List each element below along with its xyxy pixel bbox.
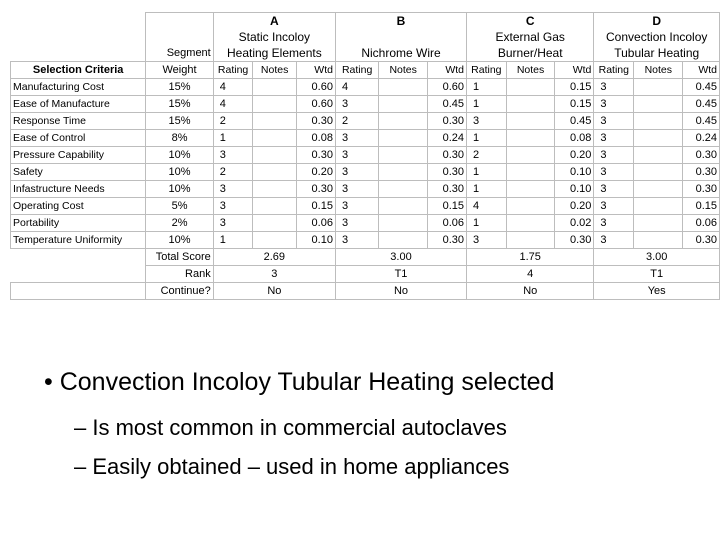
b-wtd-cell: 0.45 [428, 96, 467, 113]
b-notes-header: Notes [379, 62, 428, 79]
b-rating-cell: 3 [335, 147, 378, 164]
a-notes-cell [253, 113, 296, 130]
option-a-letter: A [213, 13, 335, 30]
option-letter-row [11, 13, 720, 30]
a-rating-cell: 3 [213, 147, 253, 164]
d-rating-cell: 3 [594, 113, 634, 130]
d-wtd-cell: 0.30 [683, 181, 720, 198]
a-rating-header: Rating [213, 62, 253, 79]
b-wtd-cell: 0.30 [428, 181, 467, 198]
d-wtd-cell: 0.30 [683, 232, 720, 249]
b-notes-cell [379, 147, 428, 164]
c-wtd-cell: 0.15 [555, 79, 594, 96]
b-rating-cell: 3 [335, 232, 378, 249]
a-rating-cell: 4 [213, 79, 253, 96]
d-notes-cell [634, 130, 683, 147]
d-notes-cell [634, 215, 683, 232]
option-a-name-line1: Static Incoloy [213, 29, 335, 45]
weight-cell: 10% [146, 181, 213, 198]
b-rating-cell: 3 [335, 215, 378, 232]
option-a-rank: 3 [213, 266, 335, 283]
c-wtd-cell: 0.10 [555, 181, 594, 198]
b-wtd-cell: 0.30 [428, 147, 467, 164]
c-wtd-cell: 0.45 [555, 113, 594, 130]
option-d-continue: Yes [594, 283, 720, 300]
criterion-cell: Portability [11, 215, 146, 232]
d-notes-cell [634, 232, 683, 249]
d-wtd-cell: 0.45 [683, 79, 720, 96]
a-rating-cell: 3 [213, 215, 253, 232]
d-wtd-cell: 0.30 [683, 147, 720, 164]
d-notes-cell [634, 198, 683, 215]
a-wtd-cell: 0.06 [296, 215, 335, 232]
d-notes-cell [634, 181, 683, 198]
c-notes-cell [506, 96, 555, 113]
criteria-row [11, 232, 720, 249]
b-wtd-header: Wtd [428, 62, 467, 79]
option-b-name-line2: Nichrome Wire [335, 45, 466, 62]
segment-label: Segment [146, 45, 213, 62]
c-rating-cell: 1 [467, 130, 507, 147]
criteria-row [11, 113, 720, 130]
criteria-row [11, 181, 720, 198]
c-notes-cell [506, 147, 555, 164]
b-rating-cell: 4 [335, 79, 378, 96]
b-notes-cell [379, 164, 428, 181]
criteria-row [11, 96, 720, 113]
a-notes-cell [253, 147, 296, 164]
a-wtd-cell: 0.60 [296, 79, 335, 96]
option-b-total: 3.00 [335, 249, 466, 266]
option-b-letter: B [335, 13, 466, 30]
b-notes-cell [379, 79, 428, 96]
a-notes-cell [253, 79, 296, 96]
c-rating-header: Rating [467, 62, 507, 79]
criteria-row [11, 198, 720, 215]
c-wtd-cell: 0.08 [555, 130, 594, 147]
criterion-cell: Operating Cost [11, 198, 146, 215]
option-c-total: 1.75 [467, 249, 594, 266]
criterion-cell: Infastructure Needs [11, 181, 146, 198]
b-notes-cell [379, 215, 428, 232]
option-d-total: 3.00 [594, 249, 720, 266]
d-rating-cell: 3 [594, 96, 634, 113]
a-notes-cell [253, 232, 296, 249]
weight-cell: 15% [146, 79, 213, 96]
c-wtd-cell: 0.20 [555, 198, 594, 215]
d-wtd-cell: 0.45 [683, 113, 720, 130]
b-notes-cell [379, 113, 428, 130]
a-wtd-header: Wtd [296, 62, 335, 79]
option-c-rank: 4 [467, 266, 594, 283]
total-score-label: Total Score [146, 249, 213, 266]
option-a-name-line2: Heating Elements [213, 45, 335, 62]
b-wtd-cell: 0.15 [428, 198, 467, 215]
c-rating-cell: 1 [467, 79, 507, 96]
criterion-cell: Safety [11, 164, 146, 181]
weight-cell: 8% [146, 130, 213, 147]
c-wtd-cell: 0.20 [555, 147, 594, 164]
a-rating-cell: 3 [213, 198, 253, 215]
b-notes-cell [379, 198, 428, 215]
c-notes-cell [506, 232, 555, 249]
b-rating-cell: 3 [335, 198, 378, 215]
b-rating-cell: 2 [335, 113, 378, 130]
weight-cell: 15% [146, 96, 213, 113]
criterion-cell: Ease of Manufacture [11, 96, 146, 113]
bullet-dot: • [44, 368, 53, 396]
criteria-row [11, 215, 720, 232]
total-score-row [11, 249, 720, 266]
weight-cell: 10% [146, 147, 213, 164]
decision-matrix-table [10, 12, 720, 300]
dash-marker: – [74, 415, 87, 440]
option-c-name-line1: External Gas [467, 29, 594, 45]
b-wtd-cell: 0.06 [428, 215, 467, 232]
a-rating-cell: 1 [213, 232, 253, 249]
a-notes-cell [253, 198, 296, 215]
b-rating-cell: 3 [335, 96, 378, 113]
b-rating-cell: 3 [335, 164, 378, 181]
c-notes-cell [506, 113, 555, 130]
b-wtd-cell: 0.30 [428, 164, 467, 181]
c-notes-cell [506, 130, 555, 147]
option-d-name-line1: Convection Incoloy [594, 29, 720, 45]
b-wtd-cell: 0.60 [428, 79, 467, 96]
a-wtd-cell: 0.30 [296, 113, 335, 130]
option-d-name-line2: Tubular Heating [594, 45, 720, 62]
sub-bullet-1-text: Is most common in commercial autoclaves [92, 415, 507, 440]
option-b-name-line1 [335, 29, 466, 45]
d-rating-cell: 3 [594, 198, 634, 215]
sub-bullet-1 [74, 415, 507, 441]
b-wtd-cell: 0.24 [428, 130, 467, 147]
option-c-name-line2: Burner/Heat [467, 45, 594, 62]
weight-cell: 10% [146, 164, 213, 181]
b-rating-cell: 3 [335, 130, 378, 147]
a-wtd-cell: 0.60 [296, 96, 335, 113]
c-notes-cell [506, 215, 555, 232]
a-wtd-cell: 0.08 [296, 130, 335, 147]
c-rating-cell: 1 [467, 164, 507, 181]
c-notes-header: Notes [506, 62, 555, 79]
c-notes-cell [506, 181, 555, 198]
c-rating-cell: 1 [467, 96, 507, 113]
d-notes-cell [634, 147, 683, 164]
criteria-row [11, 164, 720, 181]
option-a-continue: No [213, 283, 335, 300]
d-wtd-cell: 0.45 [683, 96, 720, 113]
d-wtd-cell: 0.15 [683, 198, 720, 215]
a-notes-header: Notes [253, 62, 296, 79]
column-header-row [11, 62, 720, 79]
weight-cell: 15% [146, 113, 213, 130]
criterion-cell: Response Time [11, 113, 146, 130]
b-notes-cell [379, 96, 428, 113]
c-rating-cell: 1 [467, 181, 507, 198]
a-notes-cell [253, 181, 296, 198]
a-notes-cell [253, 130, 296, 147]
d-rating-cell: 3 [594, 79, 634, 96]
d-notes-cell [634, 164, 683, 181]
weight-header: Weight [146, 62, 213, 79]
main-bullet [44, 368, 554, 397]
a-wtd-cell: 0.20 [296, 164, 335, 181]
criteria-row [11, 147, 720, 164]
criteria-row [11, 130, 720, 147]
criterion-cell: Manufacturing Cost [11, 79, 146, 96]
main-bullet-text: Convection Incoloy Tubular Heating selected [59, 368, 555, 396]
c-rating-cell: 3 [467, 232, 507, 249]
c-wtd-header: Wtd [555, 62, 594, 79]
d-rating-cell: 3 [594, 147, 634, 164]
d-notes-cell [634, 113, 683, 130]
c-notes-cell [506, 79, 555, 96]
d-rating-cell: 3 [594, 181, 634, 198]
a-rating-cell: 1 [213, 130, 253, 147]
b-notes-cell [379, 232, 428, 249]
a-notes-cell [253, 164, 296, 181]
criterion-cell: Ease of Control [11, 130, 146, 147]
weight-cell: 2% [146, 215, 213, 232]
d-wtd-cell: 0.06 [683, 215, 720, 232]
d-notes-cell [634, 79, 683, 96]
a-notes-cell [253, 215, 296, 232]
weight-cell: 5% [146, 198, 213, 215]
b-rating-cell: 3 [335, 181, 378, 198]
option-b-continue: No [335, 283, 466, 300]
d-notes-header: Notes [634, 62, 683, 79]
a-rating-cell: 3 [213, 181, 253, 198]
dash-marker: – [74, 454, 87, 479]
criteria-row [11, 79, 720, 96]
weight-cell: 10% [146, 232, 213, 249]
d-wtd-cell: 0.24 [683, 130, 720, 147]
a-wtd-cell: 0.15 [296, 198, 335, 215]
criterion-cell: Pressure Capability [11, 147, 146, 164]
d-wtd-cell: 0.30 [683, 164, 720, 181]
option-name-row-1 [11, 29, 720, 45]
d-notes-cell [634, 96, 683, 113]
a-rating-cell: 2 [213, 164, 253, 181]
a-rating-cell: 2 [213, 113, 253, 130]
continue-label: Continue? [146, 283, 213, 300]
rank-label: Rank [146, 266, 213, 283]
continue-row [11, 283, 720, 300]
option-d-rank: T1 [594, 266, 720, 283]
b-wtd-cell: 0.30 [428, 232, 467, 249]
a-wtd-cell: 0.30 [296, 181, 335, 198]
c-notes-cell [506, 198, 555, 215]
b-notes-cell [379, 130, 428, 147]
d-rating-header: Rating [594, 62, 634, 79]
option-name-row-2 [11, 45, 720, 62]
c-wtd-cell: 0.15 [555, 96, 594, 113]
d-rating-cell: 3 [594, 215, 634, 232]
a-wtd-cell: 0.10 [296, 232, 335, 249]
criterion-cell: Temperature Uniformity [11, 232, 146, 249]
option-d-letter: D [594, 13, 720, 30]
d-rating-cell: 3 [594, 232, 634, 249]
selection-criteria-header: Selection Criteria [11, 62, 146, 79]
c-wtd-cell: 0.30 [555, 232, 594, 249]
c-rating-cell: 3 [467, 113, 507, 130]
b-wtd-cell: 0.30 [428, 113, 467, 130]
b-rating-header: Rating [335, 62, 378, 79]
b-notes-cell [379, 181, 428, 198]
option-b-rank: T1 [335, 266, 466, 283]
c-wtd-cell: 0.02 [555, 215, 594, 232]
c-rating-cell: 2 [467, 147, 507, 164]
a-rating-cell: 4 [213, 96, 253, 113]
a-notes-cell [253, 96, 296, 113]
c-rating-cell: 1 [467, 215, 507, 232]
option-c-letter: C [467, 13, 594, 30]
d-wtd-header: Wtd [683, 62, 720, 79]
a-wtd-cell: 0.30 [296, 147, 335, 164]
sub-bullet-2 [74, 454, 509, 480]
option-c-continue: No [467, 283, 594, 300]
option-a-total: 2.69 [213, 249, 335, 266]
c-wtd-cell: 0.10 [555, 164, 594, 181]
c-notes-cell [506, 164, 555, 181]
c-rating-cell: 4 [467, 198, 507, 215]
d-rating-cell: 3 [594, 130, 634, 147]
rank-row [11, 266, 720, 283]
sub-bullet-2-text: Easily obtained – used in home appliances [92, 454, 510, 479]
d-rating-cell: 3 [594, 164, 634, 181]
